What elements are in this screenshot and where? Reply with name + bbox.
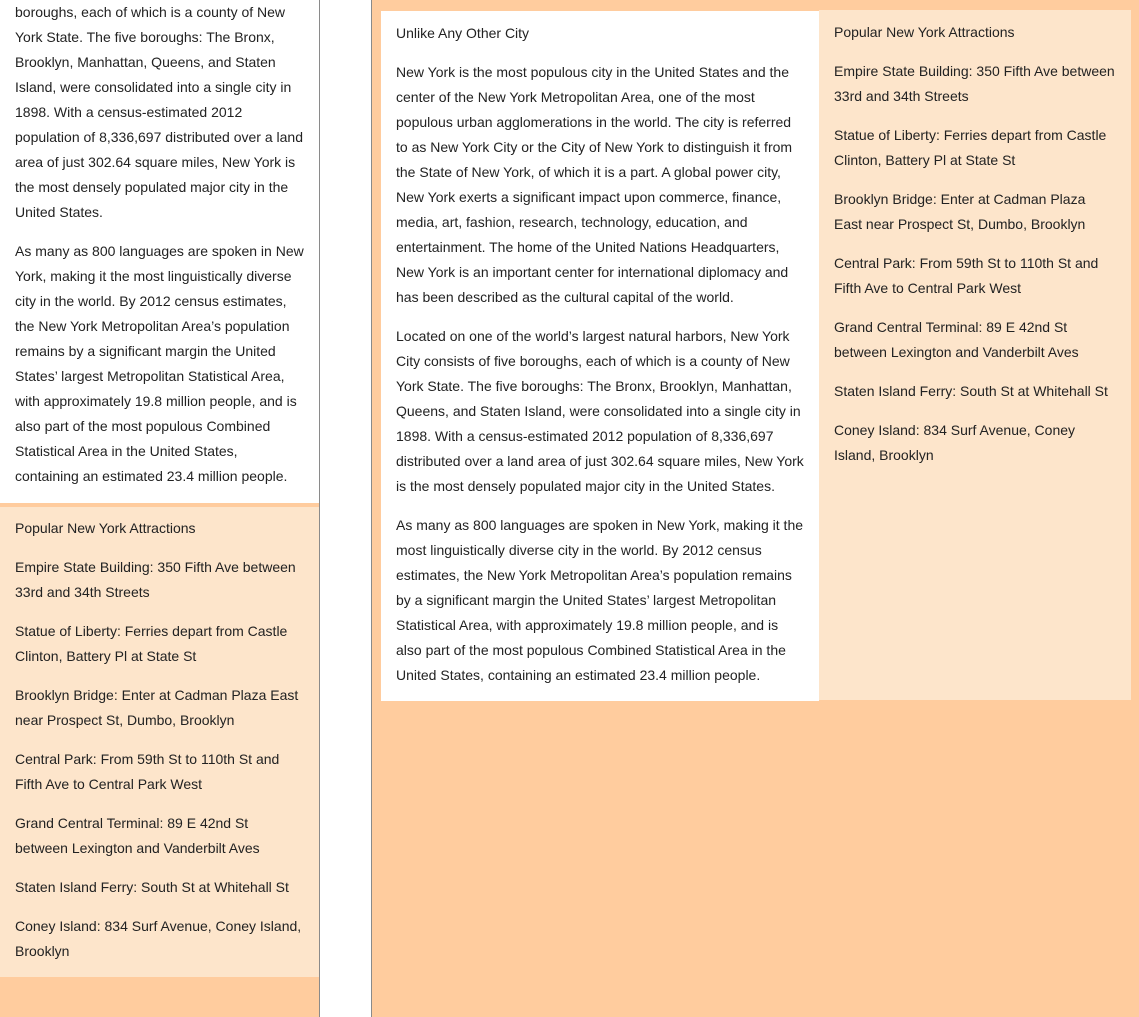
left-attraction-item: Grand Central Terminal: 89 E 42nd St between Lexington and Vanderbilt Aves (15, 815, 260, 856)
left-pane[interactable] (0, 0, 320, 1017)
left-attraction-item: Coney Island: 834 Surf Avenue, Coney Island, Brooklyn (15, 918, 302, 959)
attraction-item: Central Park: From 59th St to 110th St and Fifth Ave to Central Park West (834, 255, 1099, 296)
article-paragraph-1: New York is the most populous city in the United States and the center of the New York Metropolitan Area, one of the most populous urban agglomerations in the world. The city is referred to as New York City or the City of New York to distinguish it from the State of New York, of which it is a part. A global power city, New York exerts a significant impact upon commerce, finance, media, art, fashion, research, technology, education, and entertainment. The home of the United Nations Headquarters, New York is an important center for international diplomacy and has been described as the cultural capital of the world. (396, 64, 793, 305)
article-paragraph-2: Located on one of the world’s largest natural harbors, New York City consists of five boroughs, each of which is a county of New York State. The five boroughs: The Bronx, Brooklyn, Manhattan, Queens, and Staten Island, were consolidated into a single city in 1898. With a census-estimated 2012 population of 8,336,697 distributed over a land area of just 302.64 square miles, New York is the most densely populated major city in the United States. (396, 328, 804, 494)
attraction-item: Staten Island Ferry: South St at Whitehall St (834, 383, 1108, 399)
right-pane[interactable] (371, 0, 1139, 1017)
attraction-item: Brooklyn Bridge: Enter at Cadman Plaza East near Prospect St, Dumbo, Brooklyn (834, 191, 1086, 232)
left-attractions-sidebar (0, 507, 319, 977)
left-article-paragraph-2: As many as 800 languages are spoken in New York, making it the most linguistically diverse city in the world. By 2012 census estimates, the New York Metropolitan Area’s population remains by a significant margin the United States’ largest Metropolitan Statistical Area, with approximately 19.8 million people, and is also part of the most populous Combined Statistical Area in the United States, containing an estimated 23.4 million people. (15, 243, 304, 484)
attractions-sidebar (819, 10, 1131, 700)
left-attraction-item: Statue of Liberty: Ferries depart from Castle Clinton, Battery Pl at State St (15, 623, 288, 664)
attractions-heading: Popular New York Attractions (834, 24, 1015, 40)
left-attraction-item: Empire State Building: 350 Fifth Ave between 33rd and 34th Streets (15, 559, 296, 600)
left-article-paragraph-1: boroughs, each of which is a county of New York State. The five boroughs: The Bronx, Brooklyn, Manhattan, Queens, and Staten Island, were consolidated into a single city in 1898. With a census-estimated 2012 population of 8,336,697 distributed over a land area of just 302.64 square miles, New York is the most densely populated major city in the United States. (15, 4, 303, 220)
attraction-item: Coney Island: 834 Surf Avenue, Coney Island, Brooklyn (834, 422, 1076, 463)
left-attraction-item: Staten Island Ferry: South St at Whitehall St (15, 879, 289, 895)
left-attractions-heading: Popular New York Attractions (15, 520, 196, 536)
attraction-item: Grand Central Terminal: 89 E 42nd St between Lexington and Vanderbilt Aves (834, 319, 1079, 360)
main-article (381, 11, 819, 701)
attraction-item: Statue of Liberty: Ferries depart from Castle Clinton, Battery Pl at State St (834, 127, 1107, 168)
article-paragraph-3: As many as 800 languages are spoken in New York, making it the most linguistically diverse city in the world. By 2012 census estimates, the New York Metropolitan Area’s population remains by a significant margin the United States’ largest Metropolitan Statistical Area, with approximately 19.8 million people, and is also part of the most populous Combined Statistical Area in the United States, containing an estimated 23.4 million people. (396, 517, 804, 683)
left-article (0, 0, 319, 503)
left-attraction-item: Brooklyn Bridge: Enter at Cadman Plaza East near Prospect St, Dumbo, Brooklyn (15, 687, 299, 728)
attraction-item: Empire State Building: 350 Fifth Ave between 33rd and 34th Streets (834, 63, 1115, 104)
article-title: Unlike Any Other City (396, 25, 530, 41)
left-attraction-item: Central Park: From 59th St to 110th St and Fifth Ave to Central Park West (15, 751, 280, 792)
pane-gap (320, 0, 371, 1017)
